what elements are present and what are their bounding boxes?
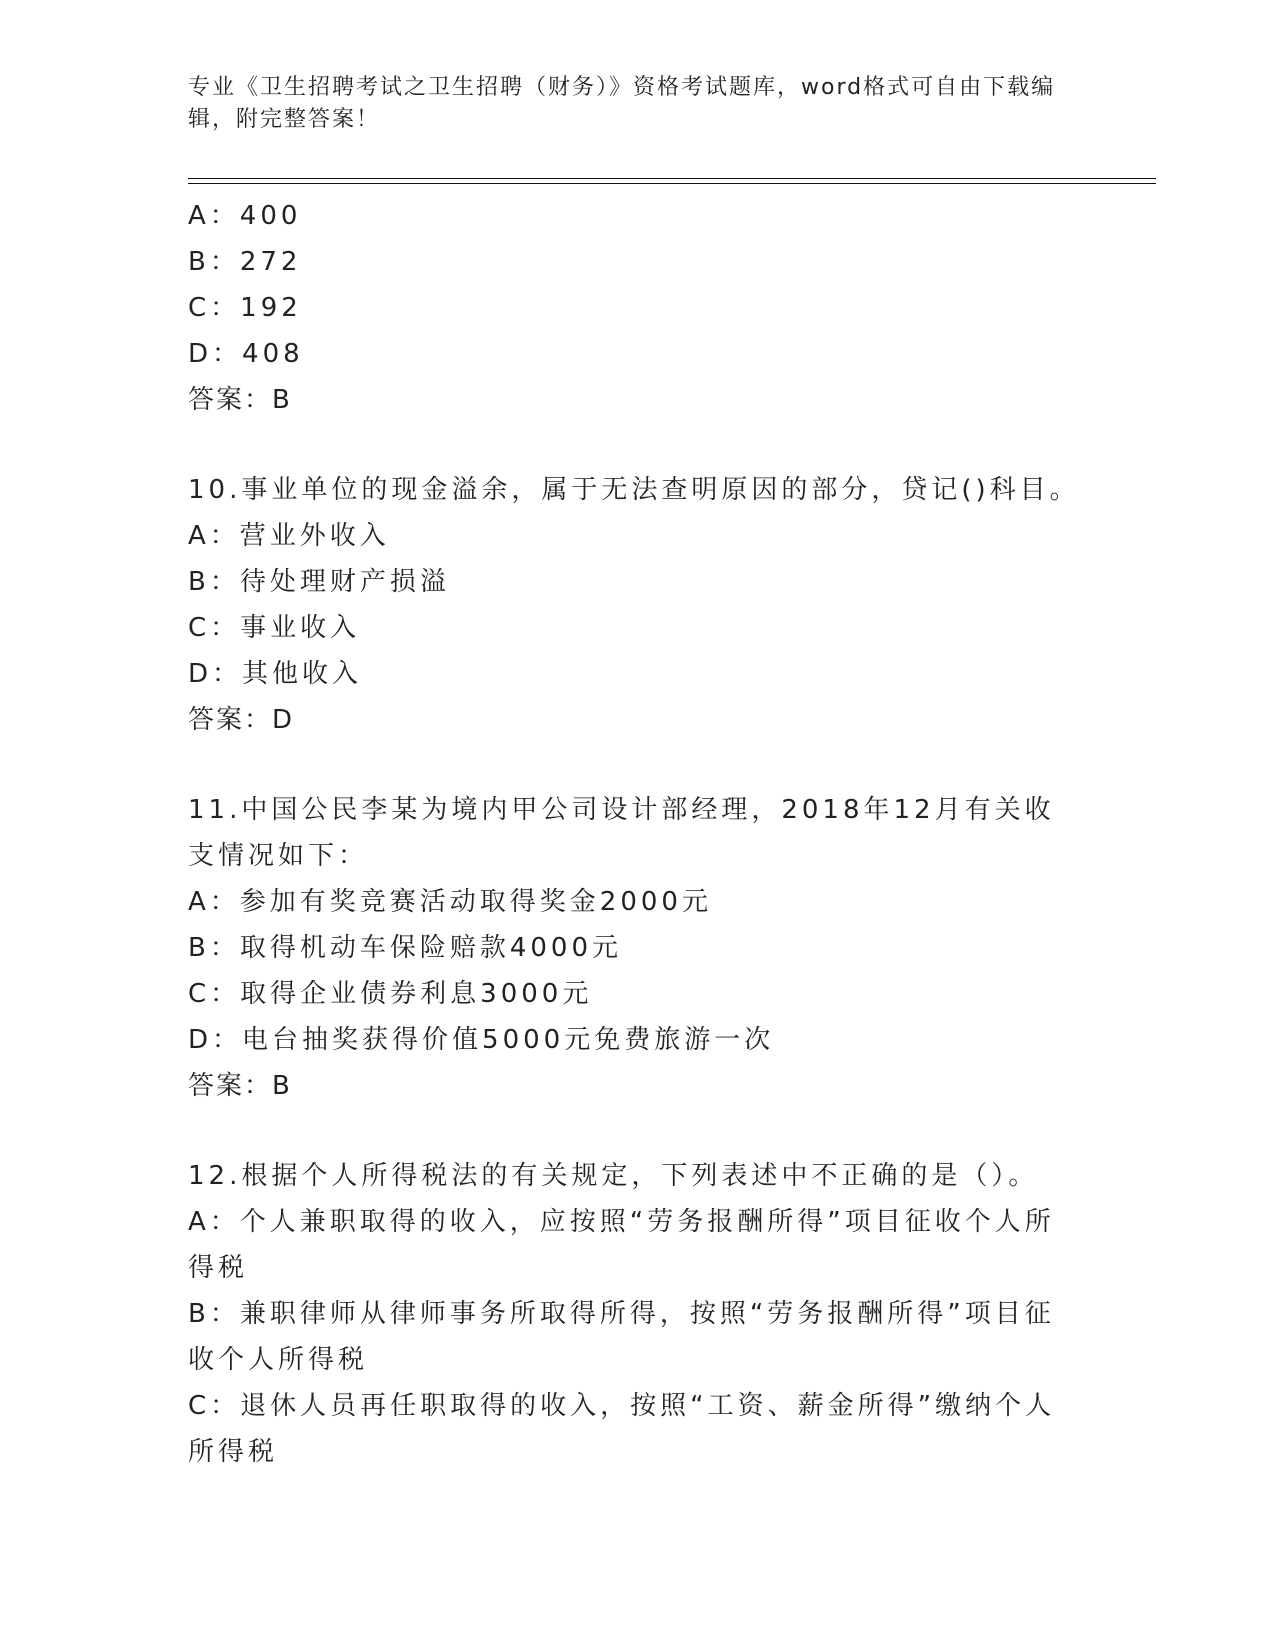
answer: 答案：D xyxy=(188,705,295,735)
answer: 答案：B xyxy=(188,385,292,415)
option-b: B：取得机动车保险赔款4000元 xyxy=(188,933,623,963)
header-divider-bottom xyxy=(188,183,1156,184)
option-a: A：400 xyxy=(188,201,302,231)
question-stem: 12.根据个人所得税法的有关规定，下列表述中不正确的是（）。 xyxy=(188,1161,1039,1191)
option-c: C：退休人员再任职取得的收入，按照“工资、薪金所得”缴纳个人所得税 xyxy=(188,1391,1056,1467)
question-10 xyxy=(188,467,1088,743)
option-b: B：待处理财产损溢 xyxy=(188,567,450,597)
option-d: D：电台抽奖获得价值5000元免费旅游一次 xyxy=(188,1025,775,1055)
answer: 答案：B xyxy=(188,1071,292,1101)
document-header: 专业《卫生招聘考试之卫生招聘（财务）》资格考试题库，word格式可自由下载编辑，附完整答案！ xyxy=(188,75,1056,132)
option-b: B：272 xyxy=(188,247,302,277)
option-c: C：事业收入 xyxy=(188,613,361,643)
header-divider-top xyxy=(188,178,1156,179)
option-a: A：营业外收入 xyxy=(188,521,390,551)
option-c: C：192 xyxy=(188,293,302,323)
question-9 xyxy=(188,193,1088,423)
question-stem: 11.中国公民李某为境内甲公司设计部经理，2018年12月有关收支情况如下： xyxy=(188,795,1055,871)
option-d: D：其他收入 xyxy=(188,659,363,689)
question-12 xyxy=(188,1153,1088,1475)
option-b: B：兼职律师从律师事务所取得所得，按照“劳务报酬所得”项目征收个人所得税 xyxy=(188,1299,1055,1375)
question-list xyxy=(188,193,1088,1475)
option-c: C：取得企业债券利息3000元 xyxy=(188,979,593,1009)
option-a: A：个人兼职取得的收入，应按照“劳务报酬所得”项目征收个人所得税 xyxy=(188,1207,1055,1283)
question-stem: 10.事业单位的现金溢余，属于无法查明原因的部分，贷记()科目。 xyxy=(188,475,1080,505)
option-d: D：408 xyxy=(188,339,304,369)
question-11 xyxy=(188,787,1088,1109)
option-a: A：参加有奖竞赛活动取得奖金2000元 xyxy=(188,887,712,917)
